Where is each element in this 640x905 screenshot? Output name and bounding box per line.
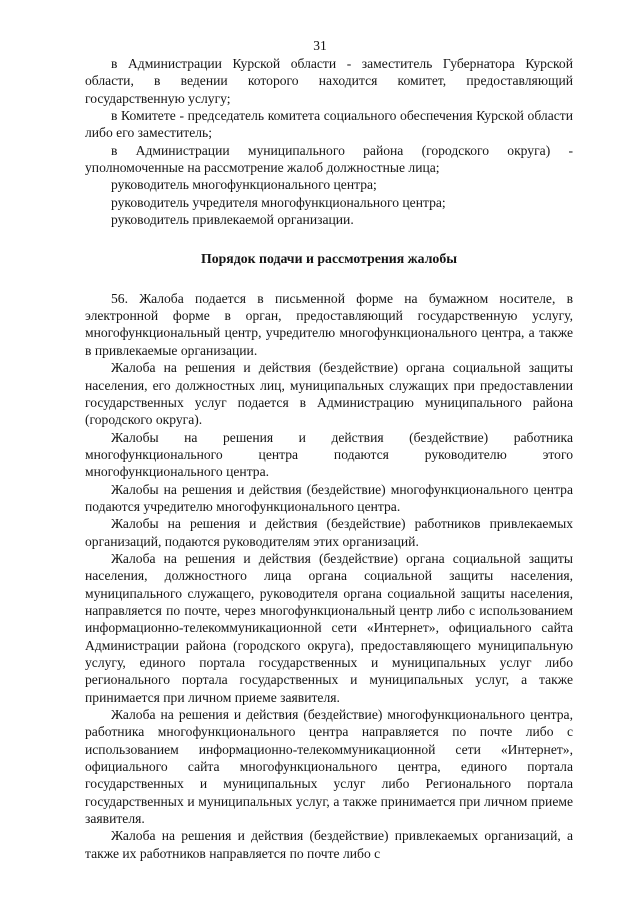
intro-paragraph-2: в Комитете - председатель комитета социального обеспечения Курской области либо его заместитель; bbox=[85, 108, 573, 141]
body-paragraph-6: Жалоба на решения и действия (бездействие) органа социальной защиты населения, должностного лица органа социальной защиты населения, муниципального служащего, руководителя органа социальной защиты населения, направляется по почте, через многофункциональный центр либо с использованием информационно-телекоммуникационной сети «Интернет», официального сайта Администрации района (городского округа), предоставляющего муниципальную услугу, единого портала государственных и муниципальных услуг либо регионального портала государственных и муниципальных услуг, а также принимается при личном приеме заявителя. bbox=[85, 550, 573, 705]
body-paragraph-1: 56. Жалоба подается в письменной форме на бумажном носителе, в электронной форме в орган, предоставляющий государственную услугу, многофункциональный центр, учредителю многофункционального центра, а также в привлекаемые организации. bbox=[85, 290, 573, 358]
document-text bbox=[85, 55, 573, 862]
page-number: 31 bbox=[313, 38, 327, 53]
body-paragraph-4: Жалобы на решения и действия (бездействие) многофункционального центра подаются учредителю многофункционального центра. bbox=[85, 481, 573, 514]
body-paragraph-7: Жалоба на решения и действия (бездействие) многофункционального центра, работника многофункционального центра направляется по почте либо с использованием информационно-телекоммуникационной сети «Интернет», официального сайта многофункционального центра, единого портала государственных и муниципальных услуг либо Регионального портала государственных и муниципальных услуг, а также принимается при личном приеме заявителя. bbox=[85, 707, 573, 827]
intro-paragraph-1: в Администрации Курской области - заместитель Губернатора Курской области, в ведении которого находится комитет, предоставляющий государственную услугу; bbox=[85, 56, 573, 106]
intro-paragraph-4: руководитель многофункционального центра; bbox=[111, 177, 377, 193]
body-paragraph-3: Жалобы на решения и действия (бездействие) работника многофункционального центра подаются руководителю этого многофункционального центра. bbox=[85, 429, 573, 480]
intro-paragraph-3: в Администрации муниципального района (городского округа) - уполномоченные на рассмотрение жалоб должностные лица; bbox=[85, 142, 573, 176]
body-paragraph-2: Жалоба на решения и действия (бездействие) органа социальной защиты населения, его должностных лиц, муниципальных служащих при предоставлении государственных услуг подается в Администрацию муниципального района (городского округа). bbox=[85, 360, 573, 428]
body-paragraph-5: Жалобы на решения и действия (бездействие) работников привлекаемых организаций, подаются руководителям этих организаций. bbox=[85, 516, 573, 549]
body-paragraph-8: Жалоба на решения и действия (бездействие) привлекаемых организаций, а также их работников направляется по почте либо с bbox=[85, 828, 573, 861]
intro-paragraph-5: руководитель учредителя многофункционального центра; bbox=[111, 194, 446, 210]
section-heading: Порядок подачи и рассмотрения жалобы bbox=[200, 251, 458, 267]
intro-paragraph-6: руководитель привлекаемой организации. bbox=[111, 212, 354, 228]
